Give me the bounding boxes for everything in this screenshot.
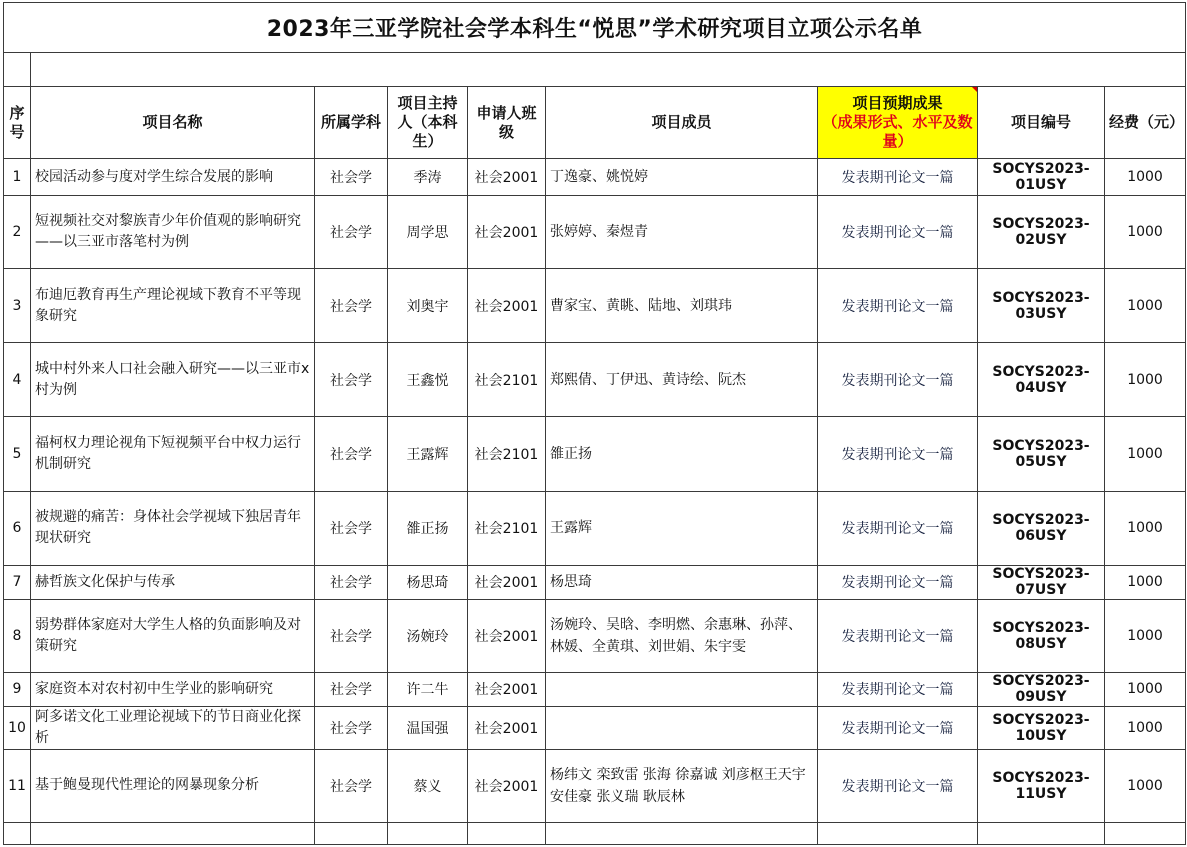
cell-discipline[interactable]: 社会学	[315, 269, 388, 343]
cell-project-name[interactable]: 福柯权力理论视角下短视频平台中权力运行机制研究	[31, 417, 315, 491]
blank-cell[interactable]	[978, 822, 1105, 844]
cell-project-name[interactable]: 基于鲍曼现代性理论的网暴现象分析	[31, 749, 315, 822]
cell-discipline[interactable]: 社会学	[315, 491, 388, 565]
cell-discipline[interactable]: 社会学	[315, 417, 388, 491]
header-project-code[interactable]: 项目编号	[978, 87, 1105, 159]
cell-class[interactable]: 社会2001	[468, 196, 546, 269]
cell-expected-outcome[interactable]: 发表期刊论文一篇	[818, 599, 978, 672]
cell-expected-outcome[interactable]: 发表期刊论文一篇	[818, 749, 978, 822]
cell-expected-outcome[interactable]: 发表期刊论文一篇	[818, 196, 978, 269]
cell-seq[interactable]: 5	[4, 417, 31, 491]
table-row	[4, 269, 1186, 343]
cell-project-code[interactable]: SOCYS2023-08USY	[978, 599, 1105, 672]
table-row	[4, 196, 1186, 269]
cell-project-name[interactable]: 校园活动参与度对学生综合发展的影响	[31, 159, 315, 196]
cell-members[interactable]: 张婷婷、秦煜青	[546, 196, 818, 269]
cell-host[interactable]: 蔡义	[388, 749, 468, 822]
cell-host[interactable]: 刘奥宇	[388, 269, 468, 343]
cell-members[interactable]: 汤婉玲、吴晗、李明燃、余惠琳、孙萍、林媛、全黄琪、刘世娟、朱宇雯	[546, 599, 818, 672]
cell-fund[interactable]: 1000	[1105, 565, 1186, 599]
cell-project-code[interactable]: SOCYS2023-09USY	[978, 672, 1105, 706]
cell-project-name[interactable]: 阿多诺文化工业理论视域下的节日商业化探析	[31, 706, 315, 749]
table-row	[4, 565, 1186, 599]
table-row	[4, 491, 1186, 565]
data-rows	[4, 159, 1186, 823]
header-expected-outcome[interactable]	[818, 87, 978, 159]
cell-seq[interactable]: 7	[4, 565, 31, 599]
cell-host[interactable]: 雒正扬	[388, 491, 468, 565]
cell-project-code[interactable]: SOCYS2023-06USY	[978, 491, 1105, 565]
cell-expected-outcome[interactable]: 发表期刊论文一篇	[818, 491, 978, 565]
table-row	[4, 706, 1186, 749]
cell-members[interactable]	[546, 672, 818, 706]
cell-members[interactable]: 杨思琦	[546, 565, 818, 599]
cell-host[interactable]: 周学思	[388, 196, 468, 269]
cell-class[interactable]: 社会2101	[468, 343, 546, 417]
cell-members[interactable]: 雒正扬	[546, 417, 818, 491]
cell-project-name[interactable]: 布迪厄教育再生产理论视域下教育不平等现象研究	[31, 269, 315, 343]
blank-cell[interactable]	[315, 822, 388, 844]
blank-cell[interactable]	[31, 822, 315, 844]
cell-project-name[interactable]: 赫哲族文化保护与传承	[31, 565, 315, 599]
cell-members[interactable]	[546, 706, 818, 749]
blank-cell[interactable]	[546, 822, 818, 844]
cell-expected-outcome[interactable]: 发表期刊论文一篇	[818, 159, 978, 196]
table-row	[4, 159, 1186, 196]
cell-class[interactable]: 社会2001	[468, 706, 546, 749]
blank-cell[interactable]	[31, 53, 1186, 87]
cell-project-code[interactable]: SOCYS2023-10USY	[978, 706, 1105, 749]
cell-members[interactable]: 郑熙倩、丁伊迅、黄诗绘、阮杰	[546, 343, 818, 417]
cell-seq[interactable]: 2	[4, 196, 31, 269]
cell-seq[interactable]: 10	[4, 706, 31, 749]
cell-project-code[interactable]: SOCYS2023-05USY	[978, 417, 1105, 491]
cell-class[interactable]: 社会2101	[468, 417, 546, 491]
cell-fund[interactable]: 1000	[1105, 343, 1186, 417]
cell-seq[interactable]: 4	[4, 343, 31, 417]
cell-discipline[interactable]: 社会学	[315, 749, 388, 822]
cell-discipline[interactable]: 社会学	[315, 599, 388, 672]
header-seq[interactable]: 序号	[4, 87, 31, 159]
cell-project-name[interactable]: 弱势群体家庭对大学生人格的负面影响及对策研究	[31, 599, 315, 672]
header-discipline[interactable]: 所属学科	[315, 87, 388, 159]
blank-cell[interactable]	[818, 822, 978, 844]
cell-project-name[interactable]: 城中村外来人口社会融入研究——以三亚市x村为例	[31, 343, 315, 417]
cell-fund[interactable]: 1000	[1105, 196, 1186, 269]
cell-members[interactable]: 曹家宝、黄眺、陆地、刘琪玮	[546, 269, 818, 343]
table-row	[4, 343, 1186, 417]
blank-row	[4, 53, 1186, 87]
cell-discipline[interactable]: 社会学	[315, 565, 388, 599]
cell-host[interactable]: 王鑫悦	[388, 343, 468, 417]
cell-class[interactable]: 社会2001	[468, 565, 546, 599]
header-project-name[interactable]: 项目名称	[31, 87, 315, 159]
cell-class[interactable]: 社会2001	[468, 599, 546, 672]
blank-cell[interactable]	[4, 53, 31, 87]
header-outcome-title: 项目预期成果	[852, 94, 943, 113]
cell-project-name[interactable]: 被规避的痛苦：身体社会学视域下独居青年现状研究	[31, 491, 315, 565]
cell-expected-outcome[interactable]: 发表期刊论文一篇	[818, 672, 978, 706]
cell-project-code[interactable]: SOCYS2023-07USY	[978, 565, 1105, 599]
cell-expected-outcome[interactable]: 发表期刊论文一篇	[818, 565, 978, 599]
cell-expected-outcome[interactable]: 发表期刊论文一篇	[818, 269, 978, 343]
cell-host[interactable]: 季涛	[388, 159, 468, 196]
sheet-title: 2023年三亚学院社会学本科生“悦思”学术研究项目立项公示名单	[4, 3, 1186, 53]
header-outcome-subtitle: （成果形式、水平及数量）	[822, 113, 973, 151]
cell-class[interactable]: 社会2001	[468, 269, 546, 343]
cell-expected-outcome[interactable]: 发表期刊论文一篇	[818, 343, 978, 417]
header-row	[4, 87, 1186, 159]
cell-project-code[interactable]: SOCYS2023-04USY	[978, 343, 1105, 417]
blank-cell[interactable]	[4, 822, 31, 844]
cell-class[interactable]: 社会2101	[468, 491, 546, 565]
blank-cell[interactable]	[1105, 822, 1186, 844]
cell-host[interactable]: 杨思琦	[388, 565, 468, 599]
table-row	[4, 417, 1186, 491]
table-row	[4, 749, 1186, 822]
cell-members[interactable]: 杨纬文 栾致雷 张海 徐嘉诚 刘彦枢王天宇 安佳豪 张义瑞 耿辰林	[546, 749, 818, 822]
cell-project-name[interactable]: 家庭资本对农村初中生学业的影响研究	[31, 672, 315, 706]
cell-fund[interactable]: 1000	[1105, 417, 1186, 491]
cell-project-code[interactable]: SOCYS2023-03USY	[978, 269, 1105, 343]
cell-project-name[interactable]: 短视频社交对黎族青少年价值观的影响研究——以三亚市落笔村为例	[31, 196, 315, 269]
cell-expected-outcome[interactable]: 发表期刊论文一篇	[818, 706, 978, 749]
cell-fund[interactable]: 1000	[1105, 599, 1186, 672]
cell-host[interactable]: 温国强	[388, 706, 468, 749]
cell-seq[interactable]: 9	[4, 672, 31, 706]
cell-discipline[interactable]: 社会学	[315, 196, 388, 269]
project-list-table	[3, 2, 1186, 845]
header-members[interactable]: 项目成员	[546, 87, 818, 159]
cell-fund[interactable]: 1000	[1105, 672, 1186, 706]
header-class[interactable]: 申请人班级	[468, 87, 546, 159]
blank-cell[interactable]	[468, 822, 546, 844]
cell-discipline[interactable]: 社会学	[315, 706, 388, 749]
cell-discipline[interactable]: 社会学	[315, 159, 388, 196]
cell-class[interactable]: 社会2001	[468, 749, 546, 822]
cell-fund[interactable]: 1000	[1105, 749, 1186, 822]
cell-seq[interactable]: 11	[4, 749, 31, 822]
cell-seq[interactable]: 3	[4, 269, 31, 343]
header-fund[interactable]: 经费（元）	[1105, 87, 1186, 159]
cell-discipline[interactable]: 社会学	[315, 672, 388, 706]
cell-class[interactable]: 社会2001	[468, 159, 546, 196]
cell-project-code[interactable]: SOCYS2023-02USY	[978, 196, 1105, 269]
cell-seq[interactable]: 6	[4, 491, 31, 565]
cell-expected-outcome[interactable]: 发表期刊论文一篇	[818, 417, 978, 491]
cell-seq[interactable]: 1	[4, 159, 31, 196]
cell-fund[interactable]: 1000	[1105, 706, 1186, 749]
cell-members[interactable]: 王露辉	[546, 491, 818, 565]
cell-seq[interactable]: 8	[4, 599, 31, 672]
cell-host[interactable]: 许二牛	[388, 672, 468, 706]
cell-project-code[interactable]: SOCYS2023-11USY	[978, 749, 1105, 822]
table-row	[4, 599, 1186, 672]
cell-discipline[interactable]: 社会学	[315, 343, 388, 417]
cell-class[interactable]: 社会2001	[468, 672, 546, 706]
cell-host[interactable]: 王露辉	[388, 417, 468, 491]
header-host[interactable]: 项目主持人（本科生）	[388, 87, 468, 159]
blank-cell[interactable]	[388, 822, 468, 844]
cell-members[interactable]: 丁逸豪、姚悦婷	[546, 159, 818, 196]
comment-indicator-icon	[972, 87, 977, 92]
cell-host[interactable]: 汤婉玲	[388, 599, 468, 672]
cell-fund[interactable]: 1000	[1105, 491, 1186, 565]
blank-row	[4, 822, 1186, 844]
cell-project-code[interactable]: SOCYS2023-01USY	[978, 159, 1105, 196]
cell-fund[interactable]: 1000	[1105, 159, 1186, 196]
table-row	[4, 672, 1186, 706]
cell-fund[interactable]: 1000	[1105, 269, 1186, 343]
